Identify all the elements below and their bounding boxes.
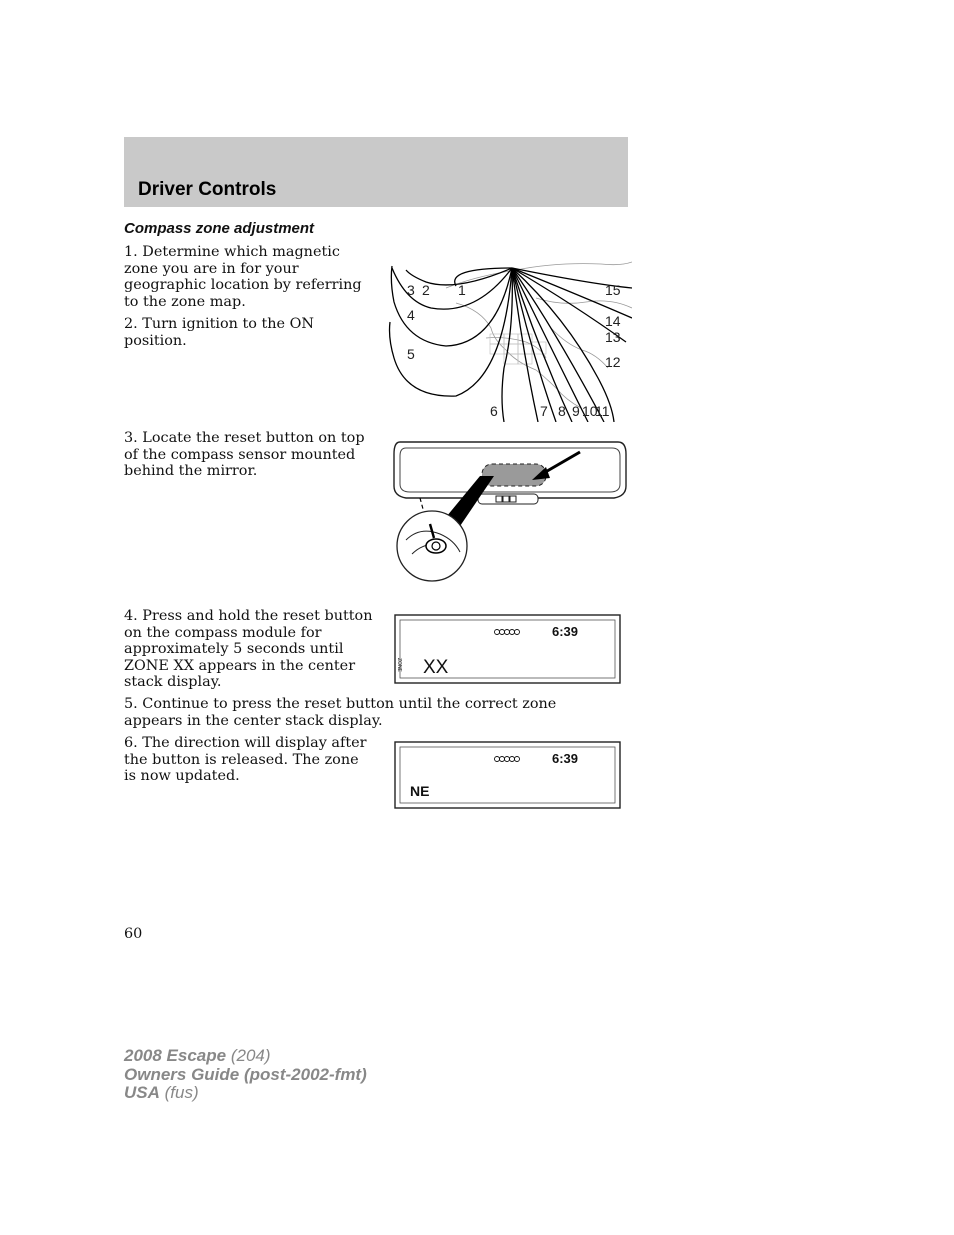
- footer-model-code: (204): [230, 1046, 271, 1065]
- step-5: 5. Continue to press the reset button until the correct zone appears in the center stack display.: [124, 696, 557, 729]
- zone-value: XX: [423, 657, 449, 678]
- step-1: 1. Determine which magnetic zone you are in for your geographic location by referring to the zone map.: [124, 244, 362, 310]
- page-number: 60: [124, 926, 143, 942]
- zone-label-6: 6: [490, 403, 498, 419]
- footer-model: 2008 Escape: [124, 1046, 227, 1065]
- step-4: 4. Press and hold the reset button on the compass module for approximately 5 seconds until ZONE XX appears in the center stack display.: [124, 608, 373, 690]
- step-2: 2. Turn ignition to the ON position.: [124, 316, 315, 349]
- zone-label-13: 13: [605, 329, 621, 345]
- direction-display-figure: [394, 741, 622, 811]
- zone-label-8: 8: [558, 403, 566, 419]
- zone-vertical-label: ZONE: [396, 658, 402, 672]
- zone-label-3: 3: [407, 282, 415, 298]
- zone-label-2: 2: [422, 282, 430, 298]
- compass-sensor: [482, 464, 546, 486]
- display-clock: 6:39: [552, 624, 579, 639]
- direction-value: NE: [410, 783, 430, 799]
- pointer-arrow: [542, 452, 580, 474]
- footer-market-code: (fus): [164, 1083, 199, 1102]
- page-title: Driver Controls: [138, 179, 277, 200]
- zone-label-1: 1: [458, 282, 466, 298]
- zone-label-14: 14: [605, 313, 621, 329]
- zone-label-4: 4: [407, 307, 415, 323]
- footer-guide: Owners Guide (post-2002-fmt): [124, 1064, 367, 1084]
- display-clock: 6:39: [552, 751, 579, 766]
- header-band: [124, 137, 628, 207]
- zone-numbers: [407, 282, 621, 419]
- step-6: 6. The direction will display after the button is released. The zone is now updated.: [124, 735, 367, 784]
- zone-label-9: 9: [572, 403, 580, 419]
- zone-map-figure: [386, 258, 632, 422]
- section-title: Compass zone adjustment: [124, 220, 315, 237]
- zone-label-11: 11: [595, 403, 610, 419]
- footer: [124, 1047, 367, 1103]
- mirror-figure: [390, 436, 630, 586]
- step-3: 3. Locate the reset button on top of the compass sensor mounted behind the mirror.: [124, 430, 365, 479]
- zone-display-figure: [394, 614, 622, 686]
- zone-label-5: 5: [407, 346, 415, 362]
- zone-label-15: 15: [605, 282, 621, 298]
- footer-market: USA: [124, 1083, 160, 1102]
- zone-label-10: 10: [582, 403, 598, 419]
- zone-label-7: 7: [540, 403, 548, 419]
- zone-label-12: 12: [605, 354, 621, 370]
